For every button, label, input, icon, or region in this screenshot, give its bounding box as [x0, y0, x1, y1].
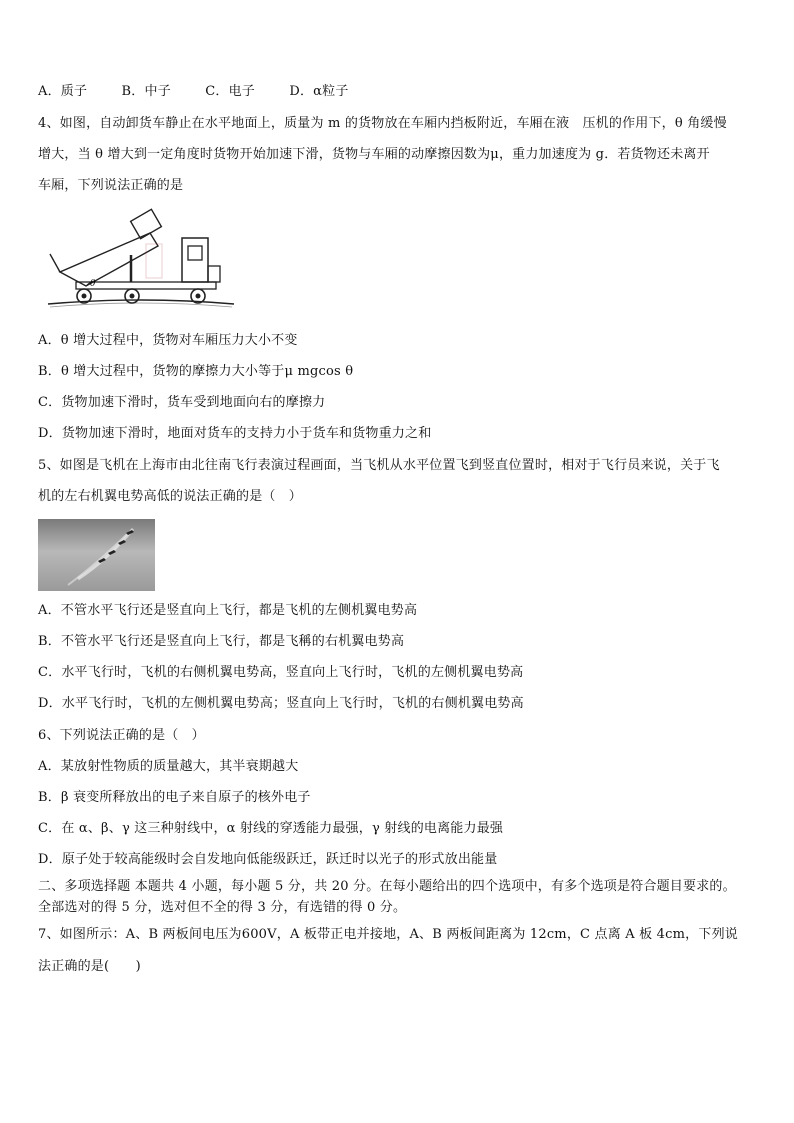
q6-stem: 6、下列说法正确的是（ ） — [38, 728, 205, 743]
q5-option-d: D．水平飞行时，飞机的左侧机翼电势高；竖直向上飞行时，飞机的右侧机翼电势高 — [38, 696, 524, 711]
section2-heading-line-1: 二、多项选择题 本题共 4 小题，每小题 5 分，共 20 分。在每小题给出的四个选项中，有多个选项是符合题目要求的。 — [38, 879, 736, 894]
q6-option-c: C．在 α、β、γ 这三种射线中，α 射线的穿透能力最强，γ 射线的电离能力最强 — [38, 821, 504, 836]
q4-stem-line-1: 4、如图，自动卸货车静止在水平地面上，质量为 m 的货物放在车厢内挡板附近，车厢在液 压机的作用下，θ 角缓慢 — [38, 116, 727, 131]
q5-stem-line-2: 机的左右机翼电势高低的说法正确的是（ ） — [38, 489, 303, 504]
q4-option-b: B．θ 增大过程中，货物的摩擦力大小等于μ mgcos θ — [38, 364, 354, 379]
q5-stem-line-1: 5、如图是飞机在上海市由北往南飞行表演过程画面，当飞机从水平位置飞到竖直位置时，相对于飞行员来说，关于飞 — [38, 458, 720, 473]
q7-stem-line-2: 法正确的是( ) — [38, 959, 141, 974]
airshow-photo — [38, 519, 155, 591]
q3-option-d: D．α粒子 — [289, 84, 349, 99]
q6-option-d: D．原子处于较高能级时会自发地向低能级跃迁，跃迁时以光子的形式放出能量 — [38, 852, 498, 867]
q5-option-c: C．水平飞行时，飞机的右侧机翼电势高，竖直向上飞行时，飞机的左侧机翼电势高 — [38, 665, 524, 680]
q6-option-a: A．某放射性物质的质量越大，其半衰期越大 — [38, 759, 299, 774]
q4-option-c: C．货物加速下滑时，货车受到地面向右的摩擦力 — [38, 395, 326, 410]
q5-option-a: A．不管水平飞行还是竖直向上飞行，都是飞机的左侧机翼电势高 — [38, 603, 418, 618]
angle-label: θ — [90, 279, 96, 289]
section2-heading-line-2: 全部选对的得 5 分，选对但不全的得 3 分，有选错的得 0 分。 — [38, 900, 407, 915]
q4-option-a: A．θ 增大过程中，货物对车厢压力大小不变 — [38, 333, 298, 348]
q4-stem-line-2: 增大，当 θ 增大到一定角度时货物开始加速下滑，货物与车厢的动摩擦因数为μ，重力加速度为 g．若货物还未离开 — [38, 147, 710, 162]
q5-option-b: B．不管水平飞行还是竖直向上飞行，都是飞稱的右机翼电势高 — [38, 634, 405, 649]
q6-option-b: B．β 衰变所释放出的电子来自原子的核外电子 — [38, 790, 311, 805]
q3-option-a: A．质子 — [38, 84, 88, 99]
q7-stem-line-1: 7、如图所示：A、B 两板间电压为600V，A 板带正电并接地，A、B 两板间距离为 12cm，C 点离 A 板 4cm，下列说 — [38, 927, 738, 942]
q3-options — [38, 83, 379, 101]
q3-option-c: C．电子 — [205, 84, 255, 99]
q4-option-d: D．货物加速下滑时，地面对货车的支持力小于货车和货物重力之和 — [38, 426, 432, 441]
q3-option-b: B．中子 — [121, 84, 171, 99]
q4-stem-line-3: 车厢，下列说法正确的是 — [38, 178, 184, 193]
dump-truck-figure — [46, 200, 236, 312]
